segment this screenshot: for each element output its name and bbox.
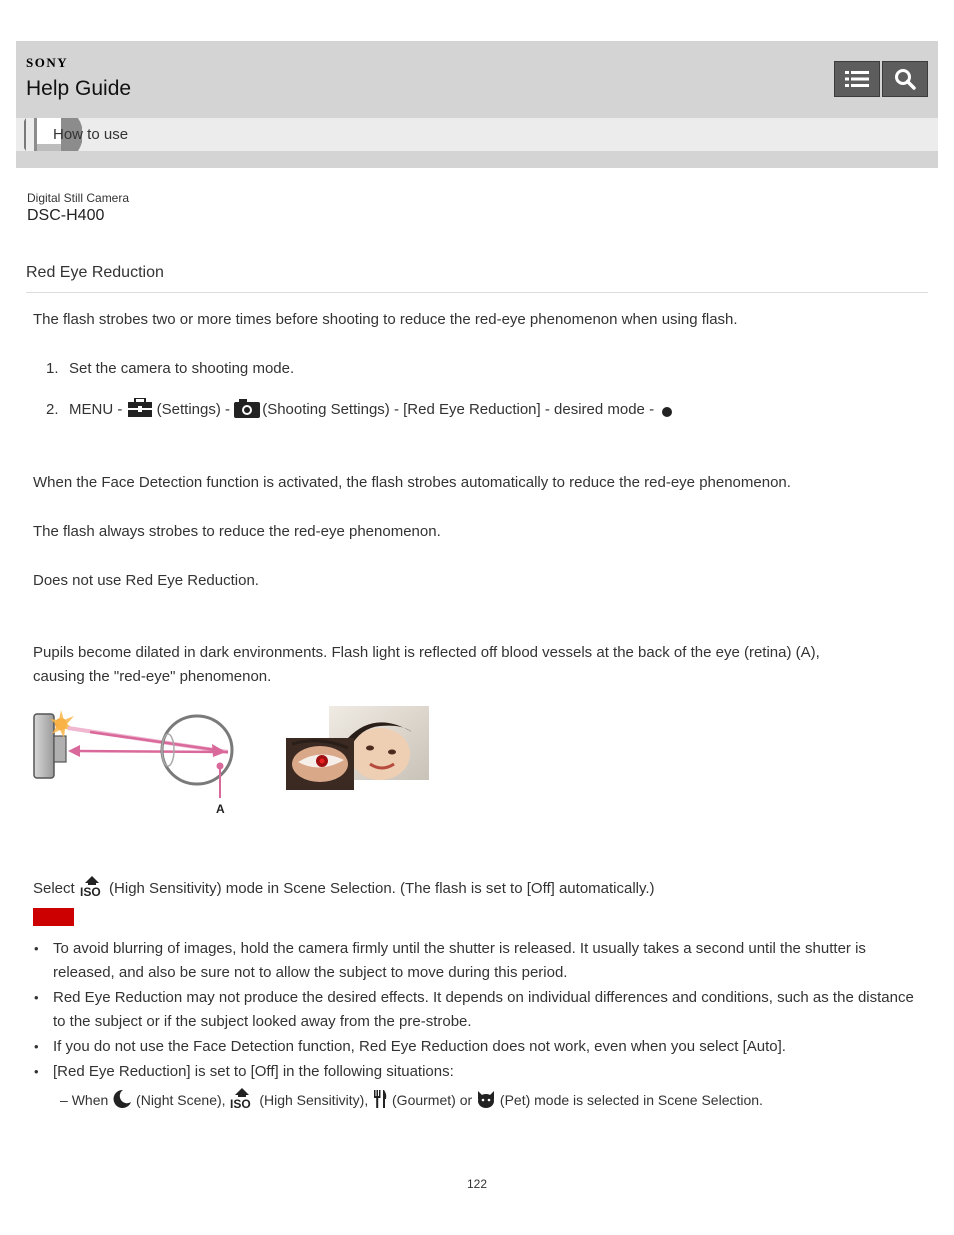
- sub-note-night: (Night Scene),: [136, 1092, 226, 1108]
- search-button[interactable]: [882, 61, 928, 97]
- red-eye-illustration: [30, 704, 435, 819]
- intro-text: The flash strobes two or more times before shooting to reduce the red-eye phenomenon when using flash.: [33, 311, 738, 328]
- note-item: • To avoid blurring of images, hold the camera firmly until the shutter is released. It usually takes a second until the shutter is released, and also be sure not to allow the subject to move during this period.: [33, 937, 923, 985]
- dash-marker: –: [60, 1092, 68, 1108]
- mode-off-text: Does not use Red Eye Reduction.: [33, 572, 259, 589]
- toolbox-icon: [127, 398, 153, 418]
- page-number: 122: [466, 1177, 488, 1191]
- note-label: [33, 908, 74, 926]
- pet-icon: [476, 1089, 496, 1109]
- note-item: • If you do not use the Face Detection function, Red Eye Reduction does not work, even when you select [Auto].: [33, 1035, 923, 1059]
- step-2: [46, 398, 676, 422]
- reflected-ray: [75, 751, 228, 752]
- step-number: 2.: [46, 401, 59, 418]
- search-icon: [894, 68, 916, 90]
- sub-note: [60, 1087, 763, 1112]
- camera-body: [34, 714, 54, 778]
- sub-note-pet: (Pet) mode is selected in Scene Selection.: [499, 1092, 763, 1108]
- sub-note-gourmet: (Gourmet) or: [392, 1092, 473, 1108]
- product-type: Digital Still Camera: [27, 191, 130, 205]
- explanation-line-1: Pupils become dilated in dark environments. Flash light is reflected off blood vessels at the back of the eye (retina) (A),: [33, 644, 820, 661]
- menu-label: MENU -: [69, 401, 123, 418]
- help-guide-title[interactable]: Help Guide: [26, 77, 132, 100]
- sub-note-high: (High Sensitivity),: [259, 1092, 369, 1108]
- note-item: • [Red Eye Reduction] is set to [Off] in the following situations:: [33, 1060, 923, 1084]
- svg-text:ISO: ISO: [79, 885, 101, 897]
- mode-on-text: The flash always strobes to reduce the red-eye phenomenon.: [33, 523, 441, 540]
- step-1: [46, 357, 294, 381]
- brand-logo: SONY: [26, 55, 69, 70]
- hint-text: [33, 875, 655, 901]
- product-model: DSC-H400: [27, 207, 105, 224]
- sub-note-when: When: [71, 1092, 109, 1108]
- red-eye-photo: [286, 738, 354, 790]
- incoming-ray: [90, 732, 216, 750]
- step-number: 1.: [46, 360, 59, 377]
- breadcrumb-how-to-use[interactable]: How to use: [53, 126, 129, 143]
- center-button-icon: [658, 404, 676, 418]
- notes-list: [33, 937, 923, 1085]
- eye-lens: [162, 734, 174, 766]
- mode-auto-text: When the Face Detection function is activated, the flash strobes automatically to reduce the red-eye phenomenon.: [33, 474, 791, 491]
- list-icon: [845, 69, 869, 89]
- header-tools: [834, 61, 928, 97]
- high-sensitivity-icon: [79, 875, 105, 897]
- label-a: A: [216, 802, 225, 816]
- shooting-settings-label: (Shooting Settings) - [Red Eye Reduction] - desired mode -: [262, 401, 655, 418]
- title-divider: [26, 292, 928, 293]
- page-title: Red Eye Reduction: [26, 264, 164, 281]
- note-item: • Red Eye Reduction may not produce the desired effects. It depends on individual differences and conditions, such as the distance to the subject or if the subject looked away from the pre-strobe.: [33, 986, 923, 1034]
- toc-button[interactable]: [834, 61, 880, 97]
- step-text: Set the camera to shooting mode.: [69, 360, 295, 377]
- site-header: [16, 41, 938, 168]
- hint-suffix: (High Sensitivity) mode in Scene Selection. (The flash is set to [Off] automatically.): [109, 880, 655, 897]
- camera-icon: [234, 398, 262, 418]
- night-scene-icon: [112, 1089, 132, 1109]
- ray-arrowhead-left: [68, 745, 80, 757]
- settings-label: (Settings) -: [156, 401, 231, 418]
- explanation-line-2: causing the "red-eye" phenomenon.: [33, 668, 272, 685]
- svg-text:ISO: ISO: [230, 1097, 252, 1109]
- gourmet-icon: [372, 1089, 388, 1109]
- breadcrumb-bar: [16, 118, 938, 151]
- hint-prefix: Select: [33, 880, 75, 897]
- camera-lens: [54, 736, 66, 762]
- high-sensitivity-icon: [229, 1087, 255, 1109]
